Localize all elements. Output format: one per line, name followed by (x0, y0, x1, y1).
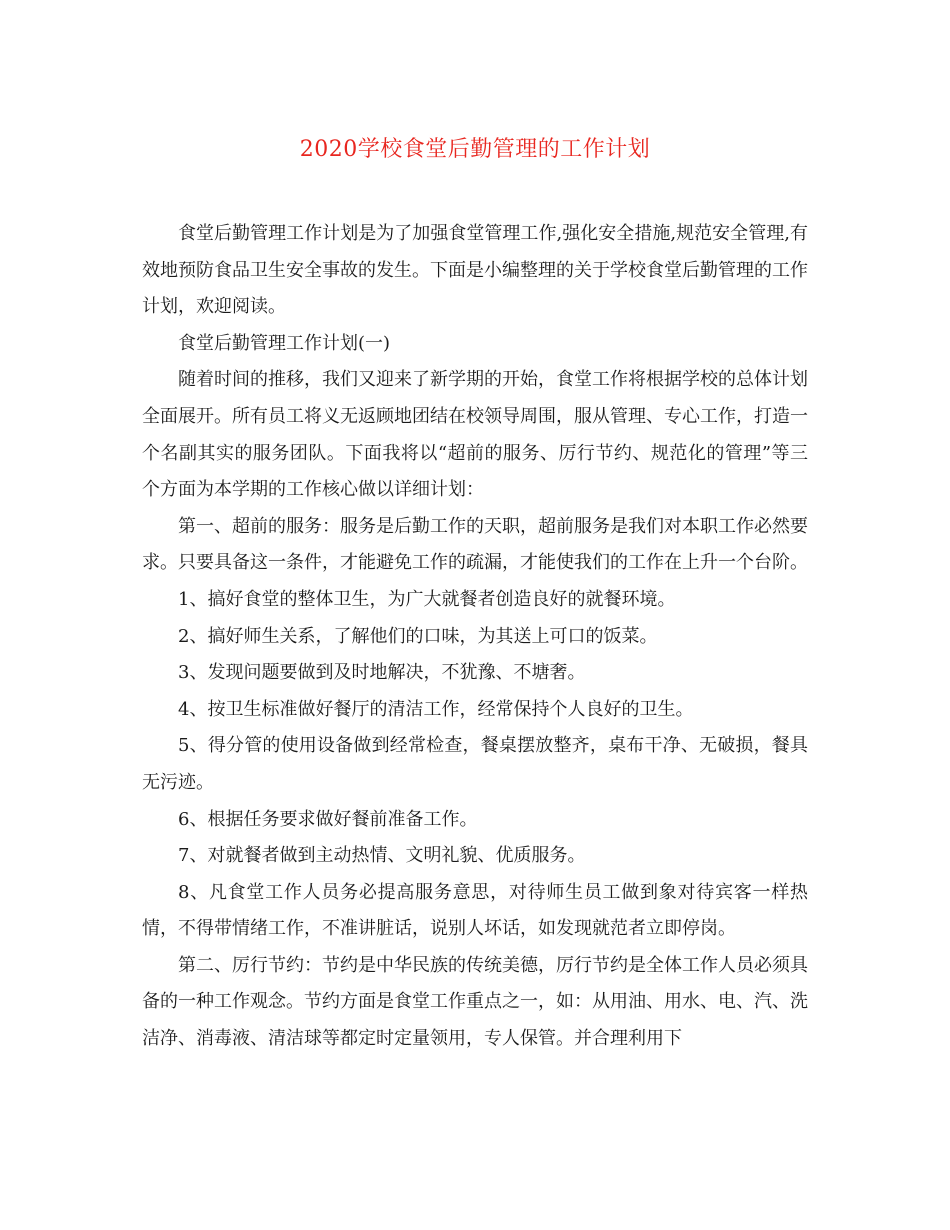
document-body (142, 216, 808, 1058)
list-item: 4、按卫生标准做好餐厅的清洁工作，经常保持个人良好的卫生。 (178, 698, 694, 720)
list-item: 3、发现问题要做到及时地解决，不犹豫、不塘奢。 (178, 662, 586, 684)
paragraph-overview: 随着时间的推移，我们又迎来了新学期的开始，食堂工作将根据学校的总体计划全面展开。所有员工将义无返顾地团结在校领导周围，服从管理、专心工作，打造一个名副其实的服务团队。下面我将以“超前的服务、厉行节约、规范化的管理”等三个方面为本学期的工作核心做以详细计划： (142, 369, 808, 501)
list-item: 8、凡食堂工作人员务必提高服务意思，对待师生员工做到象对待宾客一样热情，不得带情绪工作，不准讲脏话，说别人坏话，如发现就范者立即停岗。 (142, 881, 808, 940)
paragraph-point-one: 第一、超前的服务：服务是后勤工作的天职，超前服务是我们对本职工作必然要求。只要具备这一条件，才能避免工作的疏漏，才能使我们的工作在上升一个台阶。 (142, 515, 808, 574)
paragraph-section-heading: 食堂后勤管理工作计划(一) (178, 332, 391, 354)
list-item: 2、搞好师生关系，了解他们的口味，为其送上可口的饭菜。 (178, 625, 658, 647)
list-item: 7、对就餐者做到主动热情、文明礼貌、优质服务。 (178, 845, 586, 867)
list-item: 6、根据任务要求做好餐前准备工作。 (178, 808, 478, 830)
paragraph-intro: 食堂后勤管理工作计划是为了加强食堂管理工作,强化安全措施,规范安全管理,有效地预防食品卫生安全事故的发生。下面是小编整理的关于学校食堂后勤管理的工作计划，欢迎阅读。 (142, 223, 808, 318)
paragraph-point-two: 第二、厉行节约：节约是中华民族的传统美德，厉行节约是全体工作人员必须具备的一种工作观念。节约方面是食堂工作重点之一，如：从用油、用水、电、汽、洗洁净、消毒液、清洁球等都定时定量领用，专人保管。并合理利用下 (142, 954, 808, 1050)
list-item: 1、搞好食堂的整体卫生，为广大就餐者创造良好的就餐环境。 (178, 588, 676, 610)
document-title: 2020学校食堂后勤管理的工作计划 (299, 137, 651, 162)
list-item: 5、得分管的使用设备做到经常检查，餐桌摆放整齐，桌布干净、无破损，餐具无污迹。 (142, 735, 808, 793)
